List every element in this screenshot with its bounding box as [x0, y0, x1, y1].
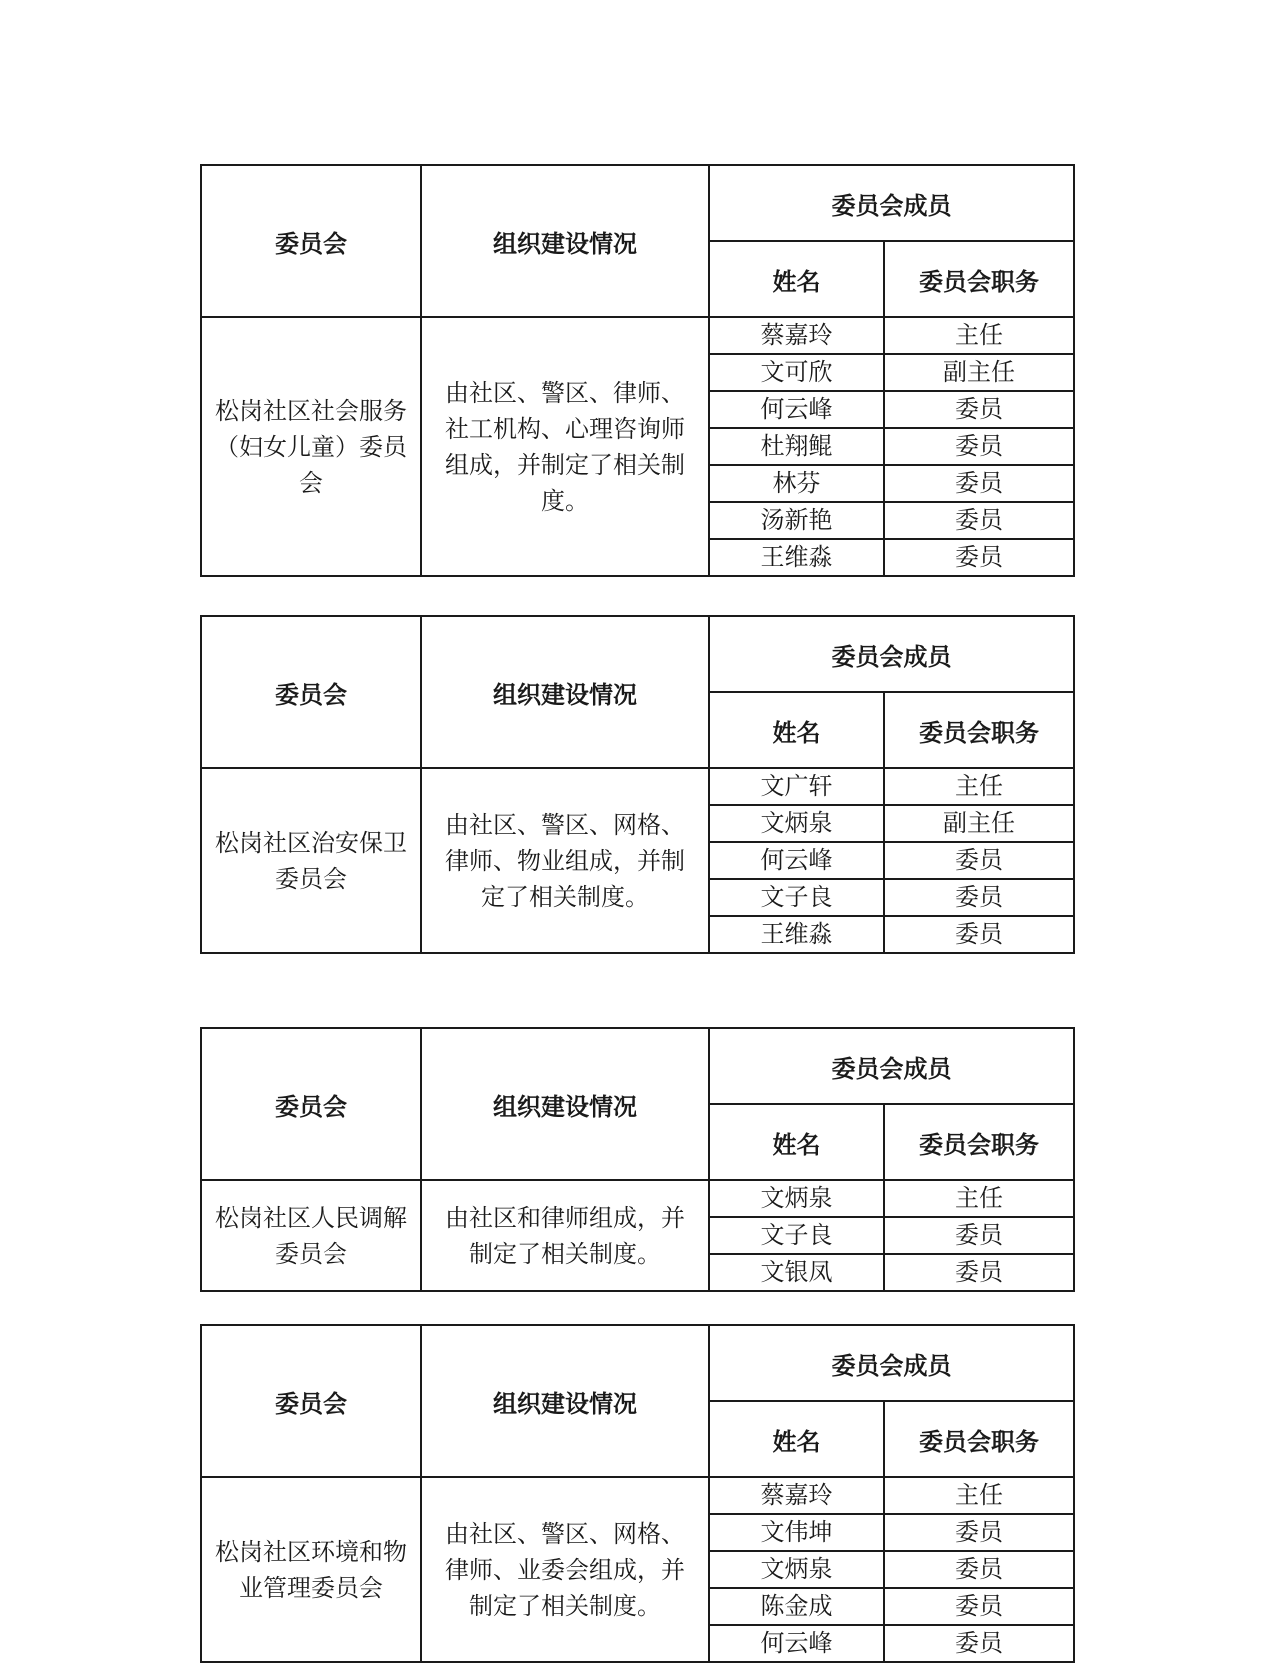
- member-name: 蔡嘉玲: [709, 317, 884, 354]
- header-members: 委员会成员: [709, 1325, 1074, 1401]
- header-committee: 委员会: [201, 1325, 421, 1477]
- member-role: 委员: [884, 1551, 1074, 1588]
- member-role: 委员: [884, 428, 1074, 465]
- header-role: 委员会职务: [884, 692, 1074, 768]
- member-role: 主任: [884, 1180, 1074, 1217]
- header-role: 委员会职务: [884, 241, 1074, 317]
- org-description: 由社区、警区、律师、社工机构、心理咨询师组成，并制定了相关制度。: [421, 317, 709, 576]
- member-role: 委员: [884, 502, 1074, 539]
- member-role: 委员: [884, 539, 1074, 576]
- member-role: 委员: [884, 1217, 1074, 1254]
- member-name: 汤新艳: [709, 502, 884, 539]
- member-name: 文银凤: [709, 1254, 884, 1291]
- committee-name: 松岗社区人民调解委员会: [201, 1180, 421, 1291]
- member-name: 文可欣: [709, 354, 884, 391]
- member-role: 委员: [884, 916, 1074, 953]
- committee-table-environment-property: [200, 1324, 1075, 1663]
- header-members: 委员会成员: [709, 1028, 1074, 1104]
- org-description: 由社区、警区、网格、律师、物业组成，并制定了相关制度。: [421, 768, 709, 953]
- member-role: 委员: [884, 465, 1074, 502]
- member-role: 委员: [884, 1514, 1074, 1551]
- header-committee: 委员会: [201, 1028, 421, 1180]
- member-role: 委员: [884, 391, 1074, 428]
- committee-name: 松岗社区环境和物业管理委员会: [201, 1477, 421, 1662]
- committee-name: 松岗社区社会服务（妇女儿童）委员会: [201, 317, 421, 576]
- member-name: 何云峰: [709, 391, 884, 428]
- header-role: 委员会职务: [884, 1401, 1074, 1477]
- member-name: 林芬: [709, 465, 884, 502]
- header-org: 组织建设情况: [421, 165, 709, 317]
- member-name: 文伟坤: [709, 1514, 884, 1551]
- member-role: 委员: [884, 1254, 1074, 1291]
- committee-table-social-services: [200, 164, 1075, 577]
- header-members: 委员会成员: [709, 165, 1074, 241]
- member-name: 王维淼: [709, 539, 884, 576]
- member-role: 副主任: [884, 354, 1074, 391]
- header-name: 姓名: [709, 692, 884, 768]
- header-name: 姓名: [709, 241, 884, 317]
- member-role: 主任: [884, 317, 1074, 354]
- member-name: 文子良: [709, 879, 884, 916]
- header-name: 姓名: [709, 1401, 884, 1477]
- org-description: 由社区、警区、网格、律师、业委会组成，并制定了相关制度。: [421, 1477, 709, 1662]
- committee-table-public-security: [200, 615, 1075, 954]
- committee-name: 松岗社区治安保卫委员会: [201, 768, 421, 953]
- member-role: 主任: [884, 768, 1074, 805]
- member-name: 文炳泉: [709, 805, 884, 842]
- header-role: 委员会职务: [884, 1104, 1074, 1180]
- committee-table-mediation: [200, 1027, 1075, 1292]
- member-name: 文炳泉: [709, 1180, 884, 1217]
- member-role: 主任: [884, 1477, 1074, 1514]
- org-description: 由社区和律师组成，并制定了相关制度。: [421, 1180, 709, 1291]
- member-role: 委员: [884, 1625, 1074, 1662]
- member-name: 王维淼: [709, 916, 884, 953]
- header-name: 姓名: [709, 1104, 884, 1180]
- header-org: 组织建设情况: [421, 1028, 709, 1180]
- member-name: 杜翔鲲: [709, 428, 884, 465]
- header-org: 组织建设情况: [421, 1325, 709, 1477]
- member-name: 何云峰: [709, 842, 884, 879]
- member-name: 文炳泉: [709, 1551, 884, 1588]
- member-name: 何云峰: [709, 1625, 884, 1662]
- header-org: 组织建设情况: [421, 616, 709, 768]
- header-committee: 委员会: [201, 616, 421, 768]
- member-name: 陈金成: [709, 1588, 884, 1625]
- member-role: 委员: [884, 879, 1074, 916]
- member-name: 蔡嘉玲: [709, 1477, 884, 1514]
- member-name: 文广轩: [709, 768, 884, 805]
- member-role: 副主任: [884, 805, 1074, 842]
- header-members: 委员会成员: [709, 616, 1074, 692]
- header-committee: 委员会: [201, 165, 421, 317]
- member-role: 委员: [884, 1588, 1074, 1625]
- member-role: 委员: [884, 842, 1074, 879]
- member-name: 文子良: [709, 1217, 884, 1254]
